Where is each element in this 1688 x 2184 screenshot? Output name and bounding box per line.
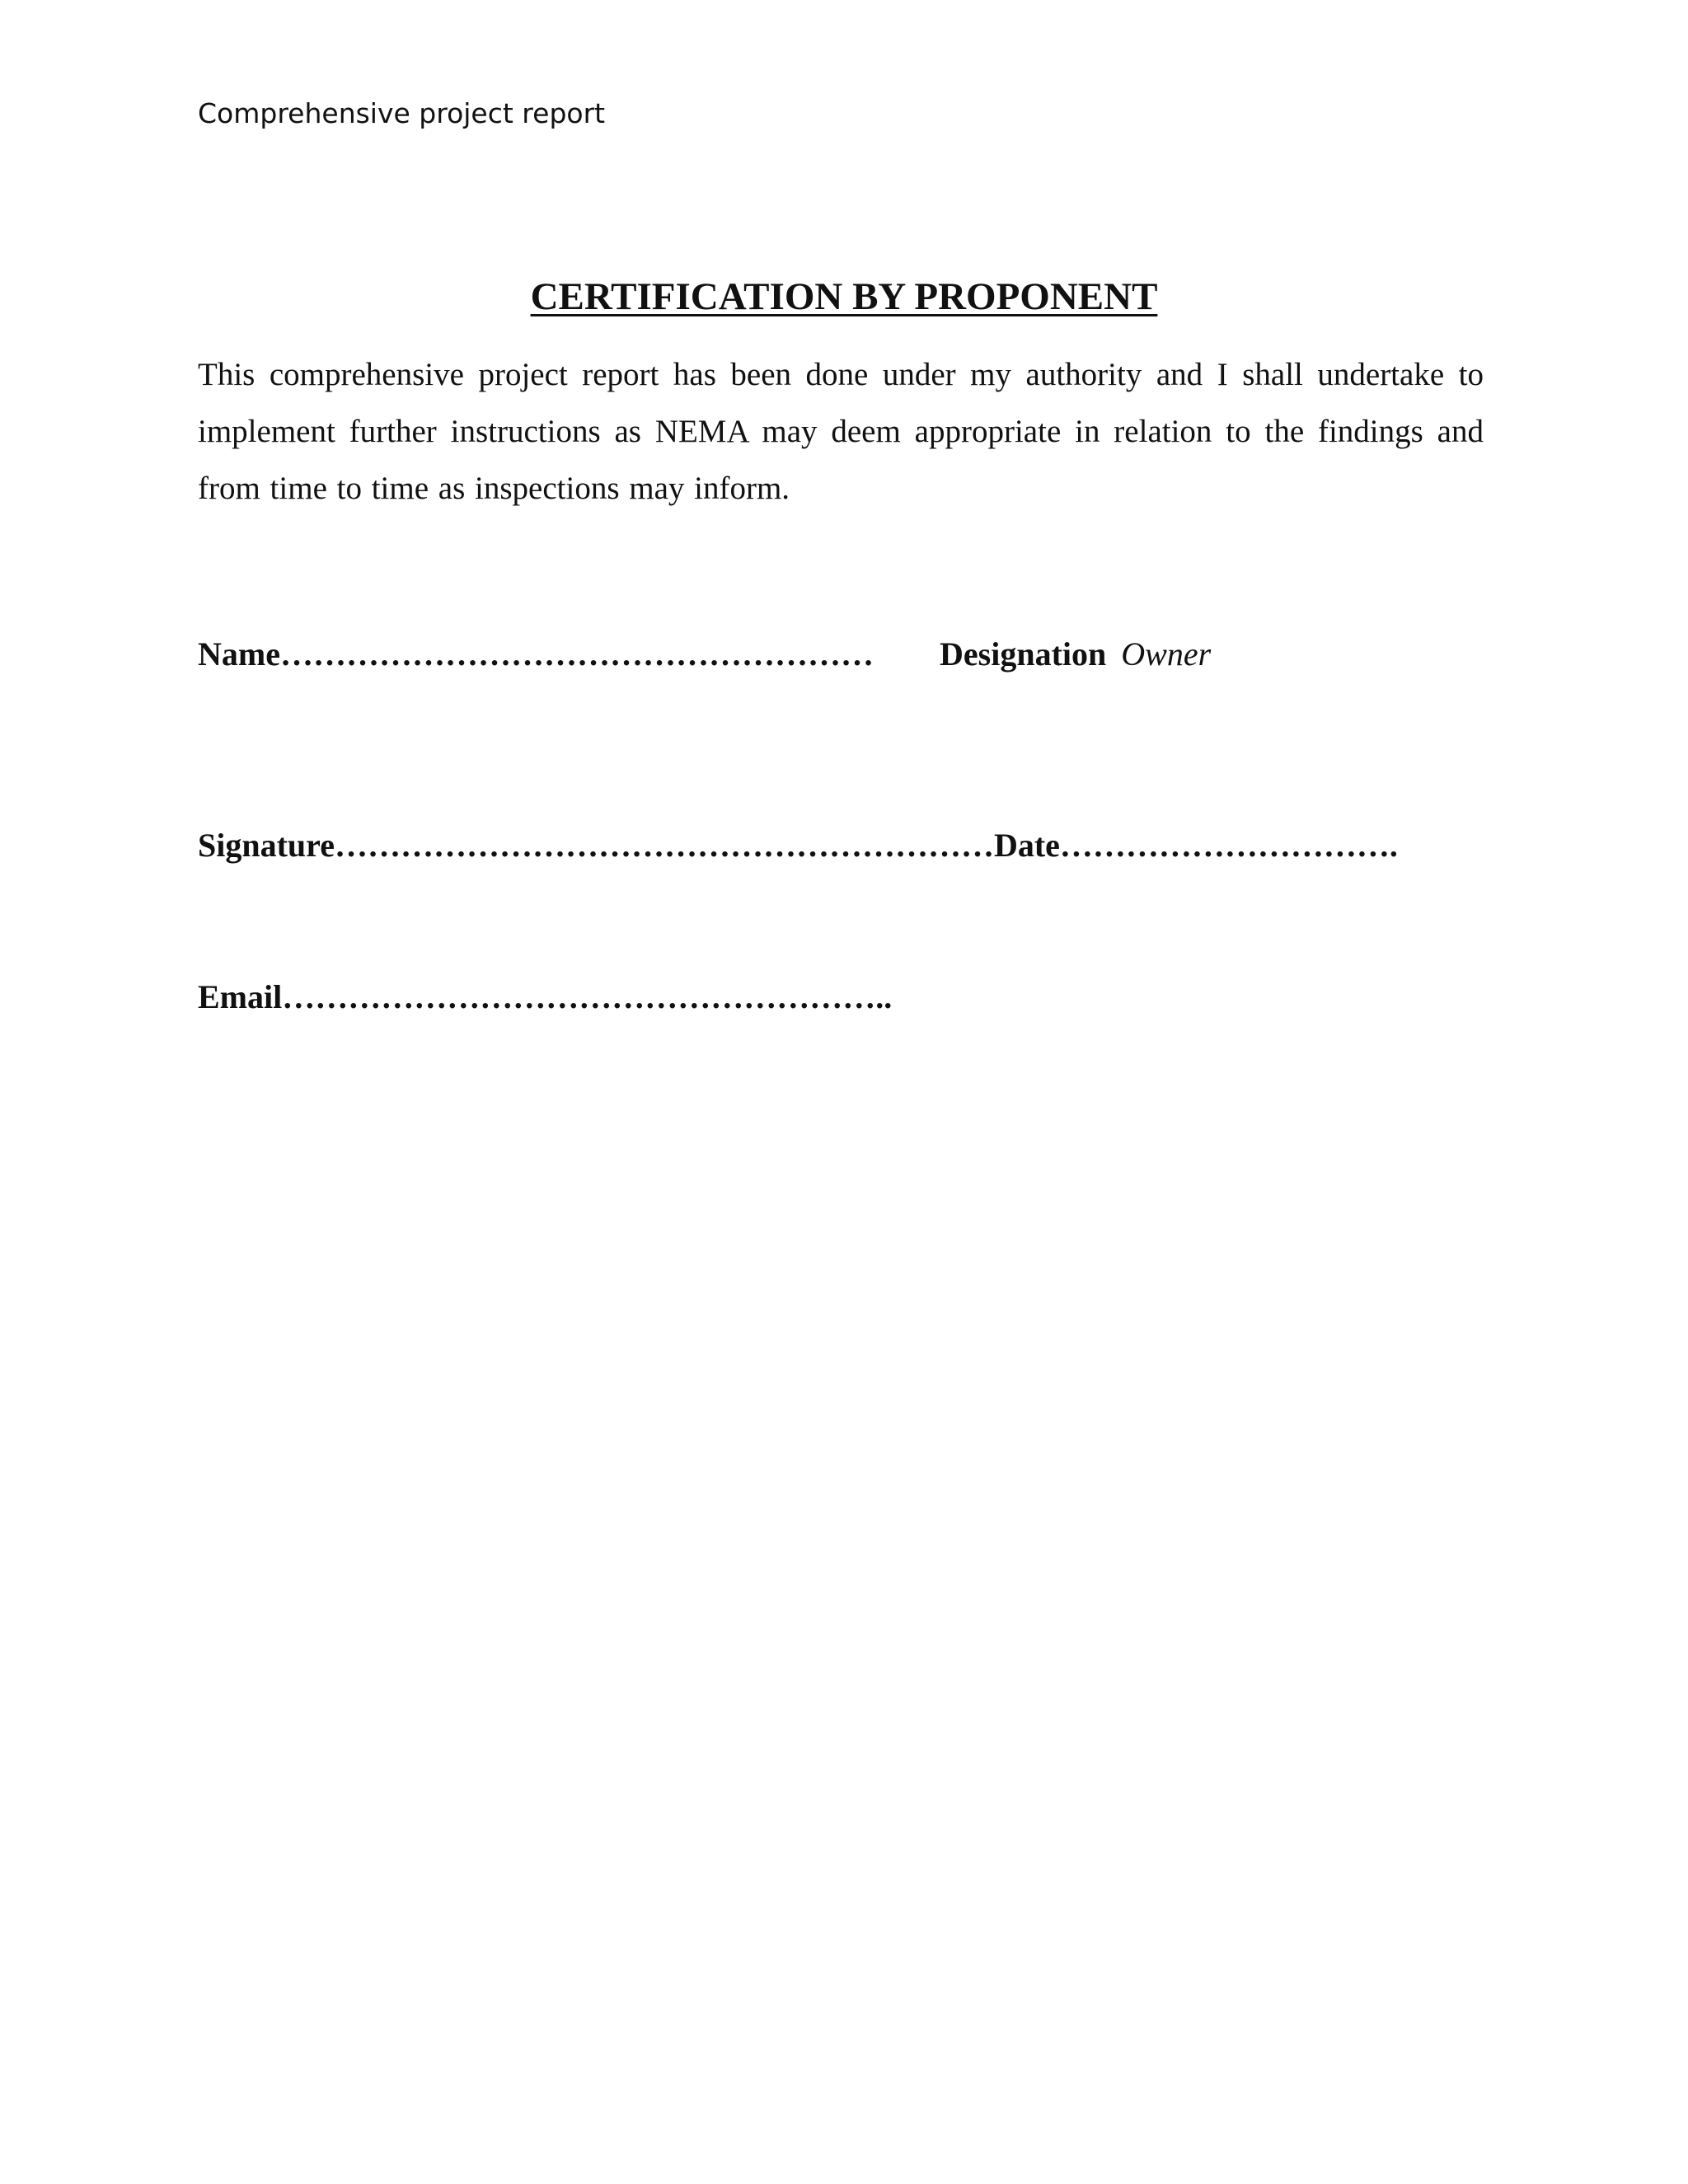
designation-value: Owner xyxy=(1121,635,1212,673)
designation-field xyxy=(940,635,1211,673)
certification-paragraph: This comprehensive project report has been done under my authority and I shall undertake to implement further instructions as NEMA may deem appropriate in relation to the findings and from time to time as inspections may inform. xyxy=(198,357,1484,506)
signature-date-field-line: Signature……………………………………………………Date…………………………. xyxy=(198,827,1398,864)
document-title: CERTIFICATION BY PROPONENT xyxy=(530,275,1158,318)
email-field-line: Email……………………………………………….. xyxy=(198,978,893,1015)
designation-label: Designation xyxy=(940,635,1107,673)
name-field-line: Name……………………………………………… xyxy=(198,635,874,673)
page-header: Comprehensive project report xyxy=(198,97,606,129)
